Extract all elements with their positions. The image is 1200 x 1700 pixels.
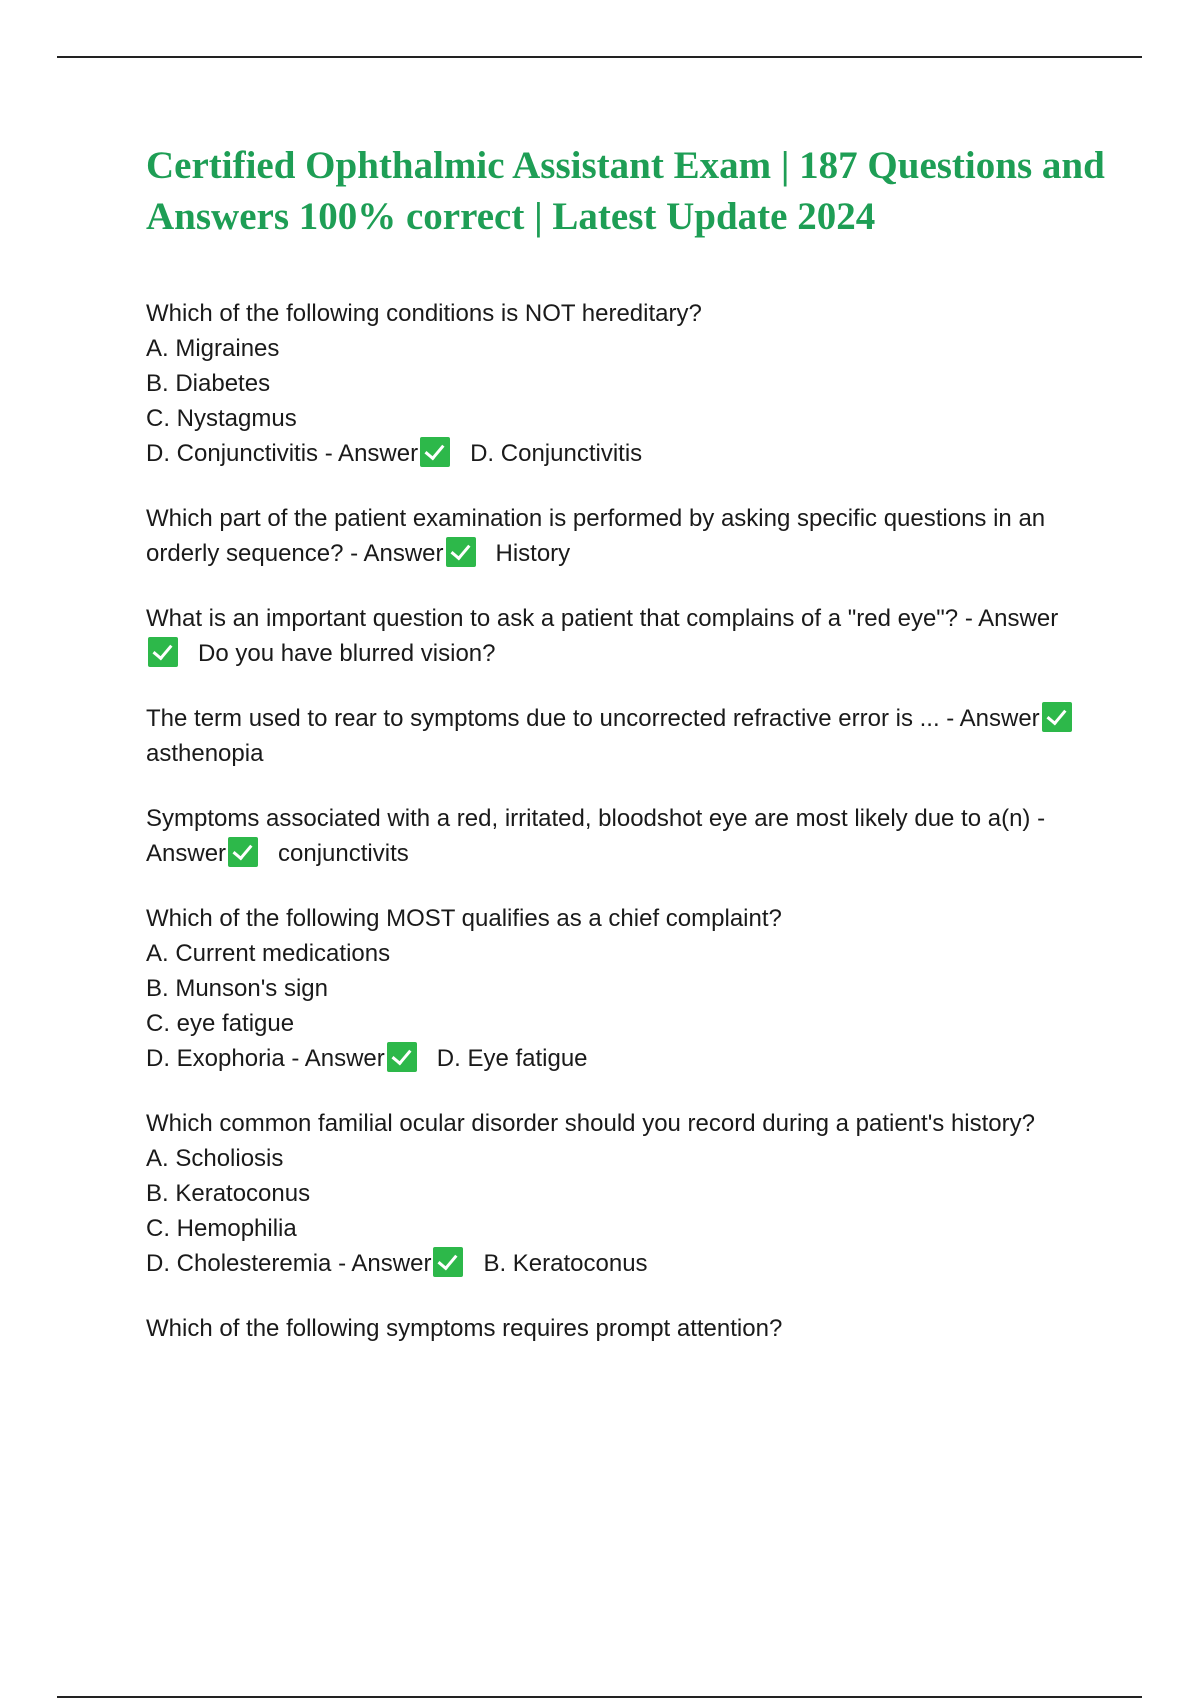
check-mark-icon xyxy=(228,837,258,867)
correct-answer: conjunctivits xyxy=(278,840,409,867)
check-mark-icon xyxy=(1042,702,1072,732)
correct-answer: B. Keratoconus xyxy=(483,1250,648,1277)
top-rule xyxy=(57,56,1142,58)
answer-option: B. Diabetes xyxy=(146,370,271,397)
answer-line xyxy=(146,701,1106,771)
answer-prefix: What is an important question to ask a patient that complains of a "red eye"? - Answer xyxy=(146,605,1059,632)
check-mark-icon xyxy=(433,1247,463,1277)
bottom-rule xyxy=(57,1696,1142,1698)
question-block xyxy=(146,701,1106,771)
correct-answer: asthenopia xyxy=(146,740,264,767)
answer-line xyxy=(146,436,1106,471)
answer-prefix: Which part of the patient examination is performed by asking specific questions in an orderly sequence? - Answer xyxy=(146,505,1046,567)
question-block xyxy=(146,1311,1106,1346)
check-mark-icon xyxy=(446,537,476,567)
answer-line xyxy=(146,1246,1106,1281)
answer-option: B. Keratoconus xyxy=(146,1180,311,1207)
document-title: Certified Ophthalmic Assistant Exam | 187 Questions and Answers 100% correct | Latest Update 2024 xyxy=(146,144,1105,238)
answer-line xyxy=(146,1041,1106,1076)
question-block xyxy=(146,601,1106,671)
question-text: Which of the following symptoms requires prompt attention? xyxy=(146,1315,783,1342)
answer-prefix: D. Cholesteremia - Answer xyxy=(146,1250,432,1277)
answer-option: B. Munson's sign xyxy=(146,975,329,1002)
check-mark-icon xyxy=(420,437,450,467)
question-list xyxy=(146,296,1106,1376)
question-block xyxy=(146,501,1106,571)
question-block xyxy=(146,296,1106,471)
answer-line xyxy=(146,801,1106,871)
answer-option: A. Current medications xyxy=(146,940,391,967)
question-text: Which of the following conditions is NOT hereditary? xyxy=(146,300,702,327)
answer-prefix: D. Exophoria - Answer xyxy=(146,1045,385,1072)
answer-prefix: The term used to rear to symptoms due to uncorrected refractive error is ... - Answer xyxy=(146,705,1040,732)
answer-option: C. eye fatigue xyxy=(146,1010,295,1037)
correct-answer: History xyxy=(495,540,571,567)
answer-prefix: D. Conjunctivitis - Answer xyxy=(146,440,419,467)
answer-option: C. Hemophilia xyxy=(146,1215,297,1242)
check-mark-icon xyxy=(387,1042,417,1072)
answer-option: A. Migraines xyxy=(146,335,280,362)
check-mark-icon xyxy=(148,637,178,667)
question-block xyxy=(146,1106,1106,1281)
answer-prefix: Symptoms associated with a red, irritated, bloodshot eye are most likely due to a(n) - Answer xyxy=(146,805,1046,867)
answer-line xyxy=(146,601,1106,671)
question-block xyxy=(146,801,1106,871)
answer-line xyxy=(146,501,1106,571)
correct-answer: D. Eye fatigue xyxy=(436,1045,588,1072)
question-block xyxy=(146,901,1106,1076)
answer-option: A. Scholiosis xyxy=(146,1145,284,1172)
correct-answer: Do you have blurred vision? xyxy=(198,640,496,667)
question-text: Which of the following MOST qualifies as a chief complaint? xyxy=(146,905,782,932)
correct-answer: D. Conjunctivitis xyxy=(470,440,643,467)
answer-option: C. Nystagmus xyxy=(146,405,297,432)
question-text: Which common familial ocular disorder should you record during a patient's history? xyxy=(146,1110,1035,1137)
